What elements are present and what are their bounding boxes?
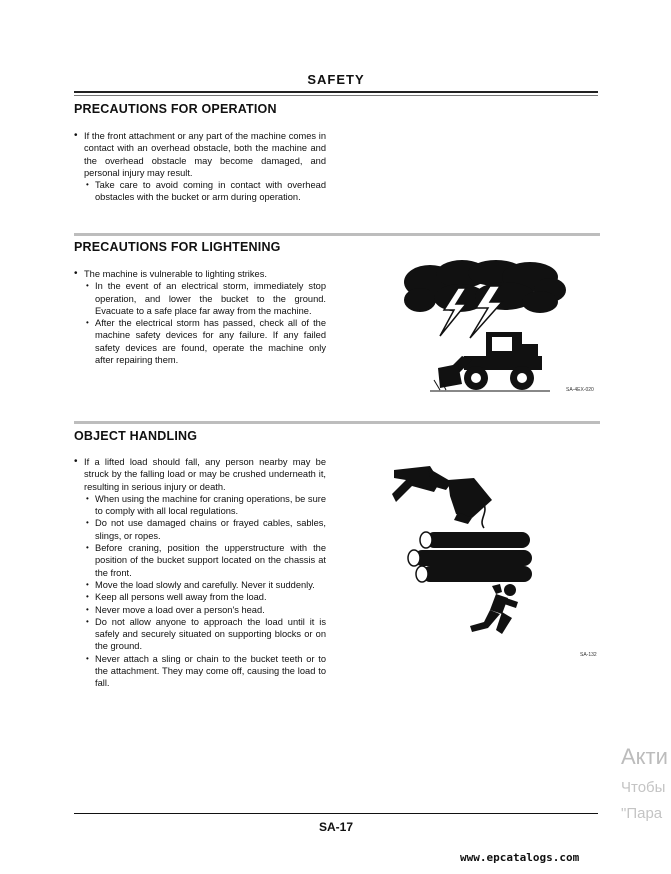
activation-watermark-line: Чтобы <box>621 779 666 796</box>
sub-bullet-item: • Keep all persons well away from the load. <box>74 591 326 603</box>
footer-rule <box>74 813 598 814</box>
sub-bullet-item: • Do not allow anyone to approach the load until it is safely and securely situated on supporting blocks or on the ground. <box>74 616 326 653</box>
sub-bullet-item: • In the event of an electrical storm, immediately stop operation, and lower the bucket to the ground. Evacuate to a safe place far away from the machine. <box>74 280 326 317</box>
bullet-item: • If a lifted load should fall, any person nearby may be struck by the falling load or may be crushed underneath it, resulting in serious injury or death. <box>74 456 326 493</box>
falling-load-illustration <box>392 462 542 642</box>
section-body-object-handling <box>74 456 326 690</box>
header-rule <box>74 91 598 93</box>
section-heading-lightening: PRECAUTIONS FOR LIGHTENING <box>74 240 281 254</box>
sub-bullet-item: • Before craning, position the upperstructure with the position of the bucket support located on the chassis at the front. <box>74 542 326 579</box>
loader-lightning-illustration <box>400 260 570 395</box>
sub-bullet-item: • Never attach a sling or chain to the bucket teeth or to the attachment. They may come off, causing the load to fall. <box>74 653 326 690</box>
page-title: SAFETY <box>307 72 365 87</box>
figure-caption: SA-132 <box>580 652 597 658</box>
figure-caption: SA-4EX-020 <box>566 387 594 393</box>
section-heading-operation: PRECAUTIONS FOR OPERATION <box>74 102 277 116</box>
activation-watermark-line: "Пара <box>621 805 663 822</box>
sub-bullet-item: • When using the machine for craning operations, be sure to comply with all local regulations. <box>74 493 326 518</box>
page-number: SA-17 <box>318 820 353 834</box>
section-body-lightening <box>74 268 326 366</box>
site-url-link[interactable]: www.epcatalogs.com <box>460 851 580 864</box>
sub-bullet-item: • Do not use damaged chains or frayed cables, sables, slings, or ropes. <box>74 517 326 542</box>
section-body-operation <box>74 130 326 204</box>
section-heading-object-handling: OBJECT HANDLING <box>74 429 198 443</box>
bullet-item: • If the front attachment or any part of the machine comes in contact with an overhead obstacle, both the machine and the overhead obstacle may become damaged, and personal injury may result. <box>74 130 326 179</box>
section-divider <box>74 421 600 424</box>
sub-bullet-item: • Never move a load over a person's head. <box>74 604 326 616</box>
activation-watermark-line: Акти <box>621 744 668 769</box>
sub-bullet-item: • Move the load slowly and carefully. Never it suddenly. <box>74 579 326 591</box>
sub-bullet-item: • Take care to avoid coming in contact with overhead obstacles with the bucket or arm during operation. <box>74 179 326 204</box>
header-rule-lower <box>74 95 598 96</box>
bullet-item: • The machine is vulnerable to lighting strikes. <box>74 268 326 280</box>
section-divider <box>74 233 600 236</box>
sub-bullet-item: • After the electrical storm has passed, check all of the machine safety devices for any failure. If any failed safety devices are found, operate the machine only after repairing them. <box>74 317 326 366</box>
